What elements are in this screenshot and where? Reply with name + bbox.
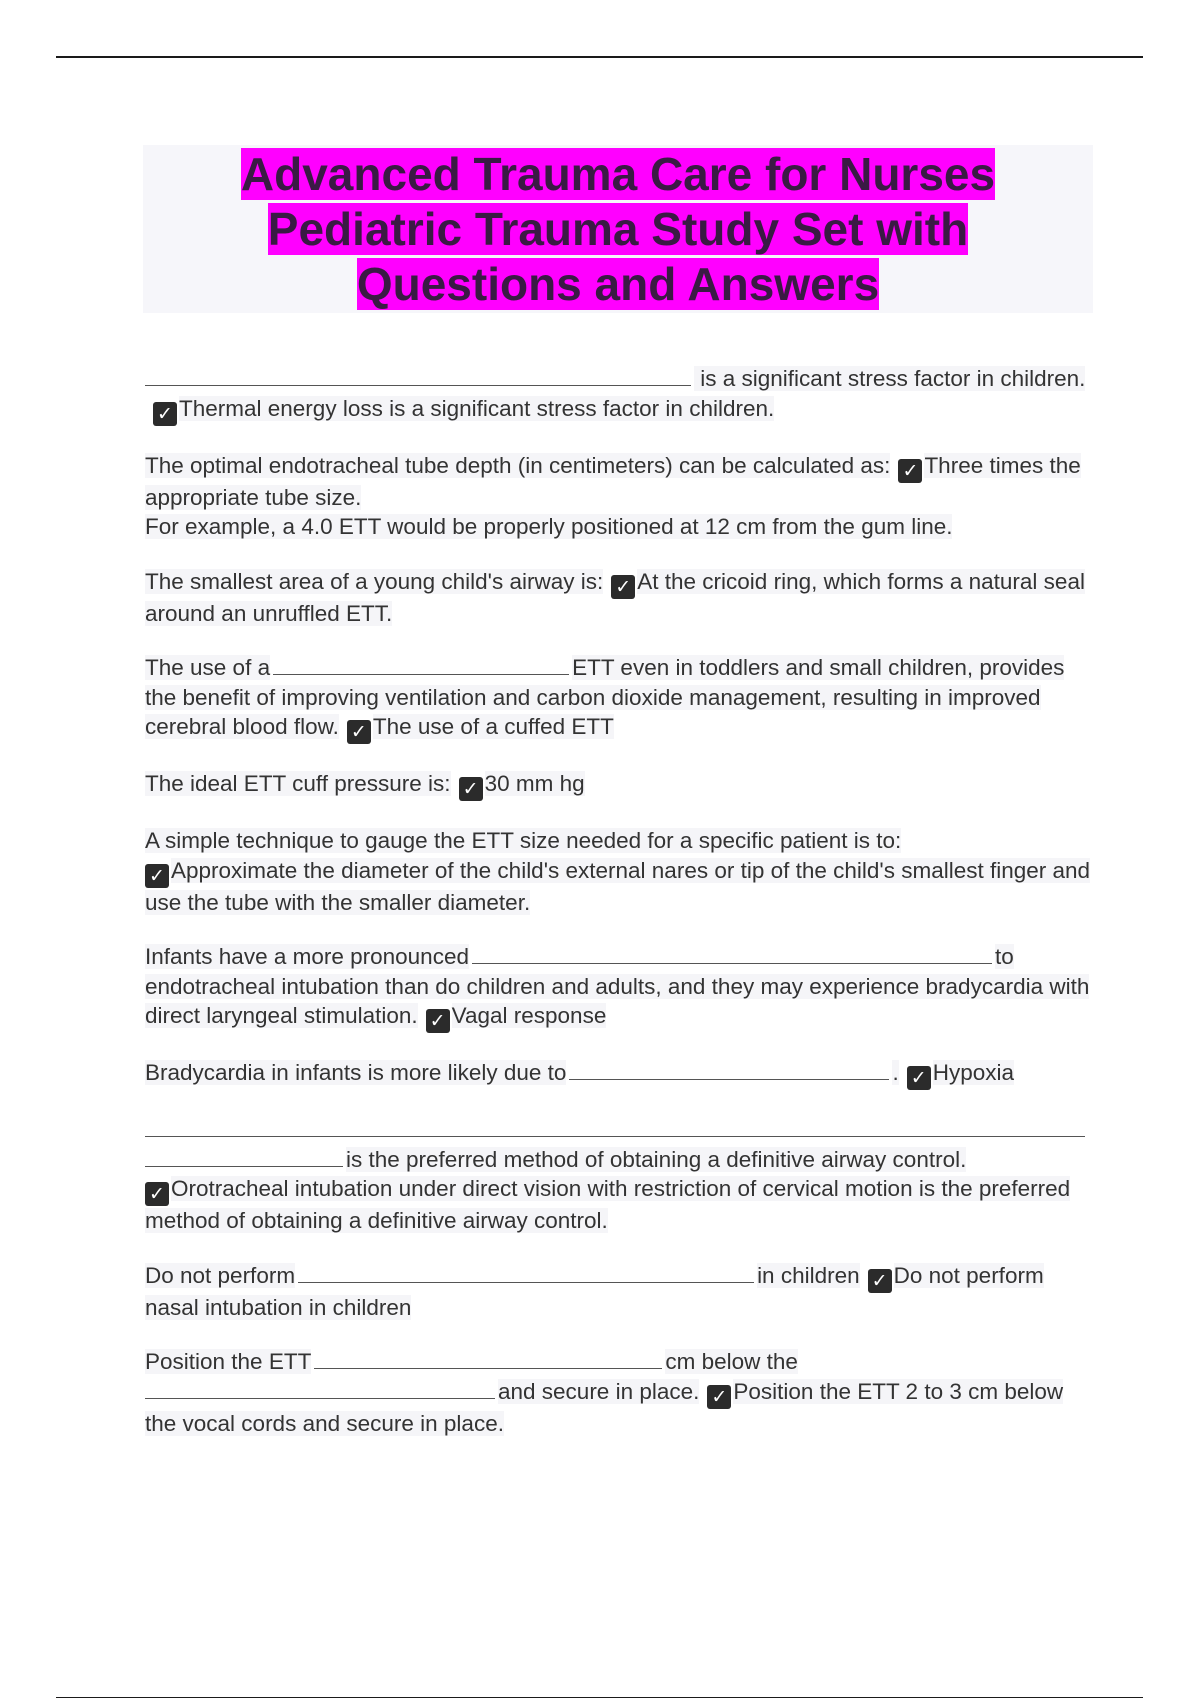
question-item	[145, 1347, 1100, 1438]
answer-text: 30 mm hg	[484, 771, 585, 796]
question-text: A simple technique to gauge the ETT size needed for a specific patient is to:	[145, 828, 902, 853]
question-text: is the preferred method of obtaining a definitive airway control.	[346, 1146, 967, 1172]
answer-blank	[145, 1148, 343, 1167]
title-block	[143, 145, 1093, 313]
check-mark-icon: ✓	[611, 575, 635, 599]
question-item	[145, 942, 1100, 1033]
question-text: in children	[757, 1262, 860, 1288]
answer-text: Three times the appropriate tube size.	[145, 452, 1081, 510]
answer-text: Position the ETT 2 to 3 cm below the vocal cords and secure in place.	[145, 1378, 1064, 1436]
question-text: The use of a	[145, 655, 271, 680]
answer-text: Approximate the diameter of the child's external nares or tip of the child's smallest finger and use the tube with the smaller diameter.	[145, 857, 1091, 915]
title-line-2: Pediatric Trauma Study Set with	[267, 203, 969, 255]
question-text: is a significant stress factor in children.	[694, 366, 1086, 391]
answer-blank	[273, 656, 569, 675]
question-item	[145, 567, 1100, 629]
question-text: to endotracheal intubation than do children and adults, and they may experience bradycardia with direct laryngeal stimulation.	[145, 944, 1090, 1028]
question-text: The ideal ETT cuff pressure is:	[145, 771, 451, 796]
question-item	[145, 826, 1100, 917]
question-item	[145, 769, 1100, 801]
check-mark-icon: ✓	[145, 1182, 169, 1206]
check-mark-icon: ✓	[145, 864, 169, 888]
question-item	[145, 653, 1100, 744]
check-mark-icon: ✓	[347, 720, 371, 744]
question-list	[145, 364, 1100, 1463]
question-item	[145, 1261, 1100, 1323]
question-item	[145, 1058, 1100, 1090]
answer-extra-text: For example, a 4.0 ETT would be properly positioned at 12 cm from the gum line.	[145, 514, 953, 539]
check-mark-icon: ✓	[907, 1066, 931, 1090]
question-item	[145, 364, 1100, 426]
answer-text: Orotracheal intubation under direct vision with restriction of cervical motion is the preferred method of obtaining a definitive airway control.	[145, 1176, 1071, 1233]
answer-blank	[298, 1264, 754, 1283]
check-mark-icon: ✓	[898, 459, 922, 483]
question-text: Do not perform	[145, 1262, 296, 1288]
answer-text: Thermal energy loss is a significant stress factor in children.	[179, 395, 775, 421]
question-text: and secure in place.	[498, 1378, 700, 1404]
title-line-3: Questions and Answers	[356, 258, 880, 310]
question-text: Infants have a more pronounced	[145, 944, 469, 969]
title-line-1: Advanced Trauma Care for Nurses	[240, 148, 996, 200]
answer-blank	[145, 1380, 495, 1399]
answer-text: Hypoxia	[932, 1060, 1015, 1085]
page-title	[241, 148, 995, 310]
answer-blank	[569, 1061, 889, 1080]
answer-text: At the cricoid ring, which forms a natural seal around an unruffled ETT.	[145, 568, 1085, 626]
question-text: ETT even in toddlers and small children, provides the benefit of improving ventilation and carbon dioxide management, resulting in improved cerebral blood flow.	[145, 655, 1065, 739]
question-text: Bradycardia in infants is more likely due to	[145, 1060, 567, 1085]
question-text: The smallest area of a young child's airway is:	[145, 568, 604, 594]
question-item	[145, 451, 1100, 542]
header-rule	[56, 56, 1143, 58]
check-mark-icon: ✓	[459, 777, 483, 801]
question-text: .	[892, 1060, 899, 1085]
answer-blank	[472, 945, 992, 964]
answer-text: Vagal response	[451, 1003, 607, 1028]
question-text: The optimal endotracheal tube depth (in centimeters) can be calculated as:	[145, 452, 891, 478]
check-mark-icon: ✓	[426, 1009, 450, 1033]
answer-text: Do not perform nasal intubation in children	[145, 1262, 1044, 1320]
answer-blank	[145, 1118, 1085, 1137]
check-mark-icon: ✓	[707, 1385, 731, 1409]
answer-blank	[145, 367, 691, 386]
check-mark-icon: ✓	[868, 1269, 892, 1293]
question-text: Position the ETT	[145, 1349, 312, 1374]
answer-text: The use of a cuffed ETT	[372, 714, 614, 739]
footer-rule	[56, 1697, 1143, 1698]
check-mark-icon: ✓	[153, 402, 177, 426]
question-item	[145, 1115, 1100, 1236]
answer-blank	[314, 1350, 662, 1369]
question-text: cm below the	[665, 1349, 798, 1374]
